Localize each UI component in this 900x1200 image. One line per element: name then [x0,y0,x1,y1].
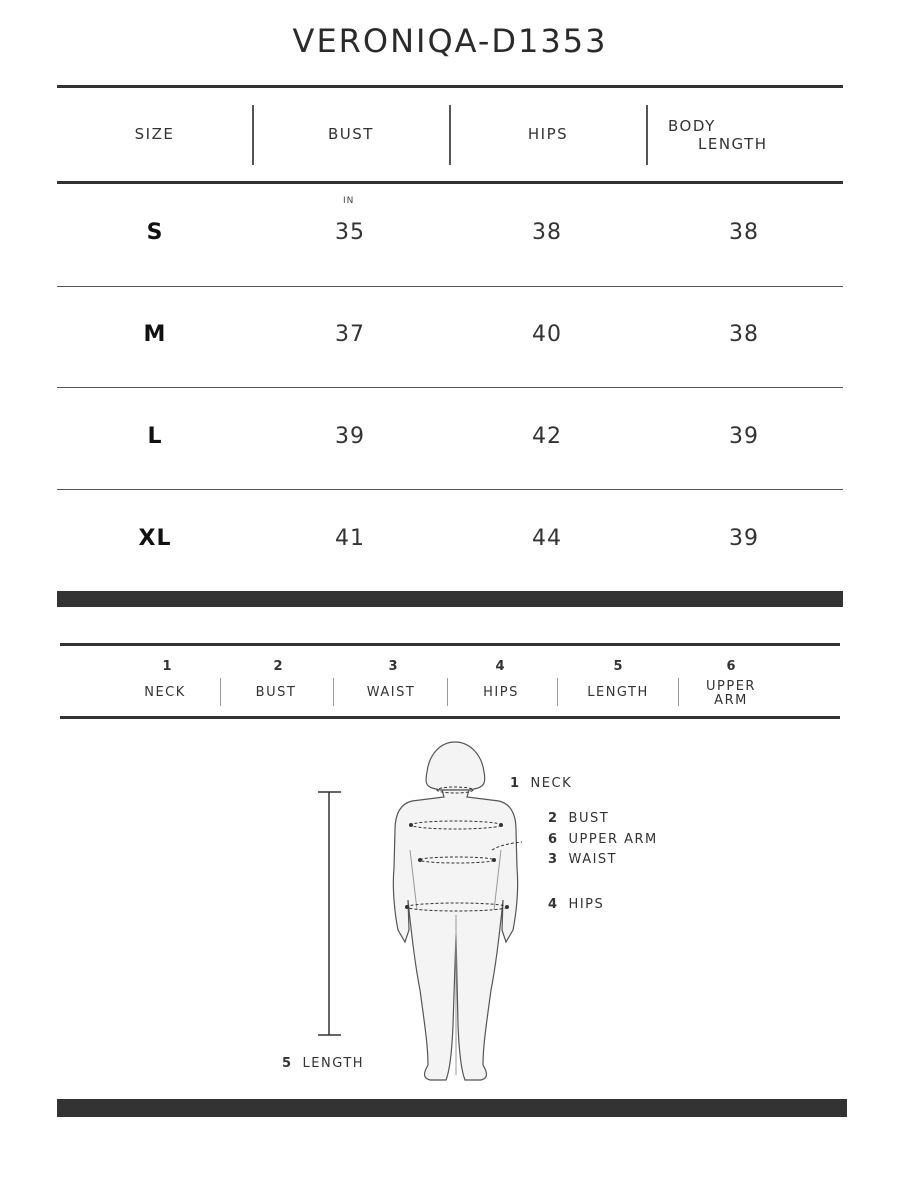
legend-label-waist: WAIST [366,685,416,700]
length-scale-bar [318,792,341,1035]
callout-number: 2 [548,811,559,826]
table-cell-bust: 41 [335,526,365,551]
header-body-length-line2: LENGTH [698,135,768,153]
legend-number: 4 [495,659,505,674]
callout-waist [548,852,617,867]
header-body-length-line1: BODY [668,117,716,135]
table-cell-length: 39 [729,526,759,551]
legend-number: 6 [726,659,736,674]
callout-number: 1 [510,776,521,791]
legend-number: 3 [388,659,398,674]
page-bottom-bar [57,1099,847,1117]
legend-number: 2 [273,659,283,674]
table-row-size: M [143,322,167,347]
table-row-size: L [147,424,163,449]
table-cell-length: 38 [729,322,759,347]
callout-neck [510,776,572,791]
table-row-size: XL [138,526,172,551]
callout-hips [548,897,604,912]
callout-upper-arm [548,832,658,847]
callout-label: BUST [568,811,610,826]
legend-number: 5 [613,659,623,674]
callout-number: 6 [548,832,559,847]
callout-label: WAIST [568,852,618,867]
legend-label-neck: NECK [144,685,186,700]
callout-label: LENGTH [302,1056,365,1071]
legend-label-bust: BUST [255,685,297,700]
unit-label: IN [343,196,355,206]
table-cell-bust: 37 [335,322,365,347]
callout-length [282,1056,364,1071]
header-hips: HIPS [527,125,569,143]
legend-number: 1 [162,659,172,674]
callout-number: 4 [548,897,559,912]
callout-label: UPPER ARM [568,832,658,847]
callout-number: 5 [282,1056,293,1071]
legend-label-hips: HIPS [483,685,519,700]
legend-label-upper-arm-line1: UPPER [706,679,756,694]
header-bust: BUST [328,125,374,143]
callout-label: HIPS [568,897,605,912]
table-cell-bust: 39 [335,424,365,449]
table-cell-hips: 40 [532,322,562,347]
table-cell-length: 38 [729,220,759,245]
table-cell-hips: 44 [532,526,562,551]
table-cell-hips: 42 [532,424,562,449]
table-cell-length: 39 [729,424,759,449]
chart-title: VERONIQA-D1353 [292,22,608,60]
table-row-size: S [146,220,164,245]
callout-number: 3 [548,852,559,867]
callout-bust [548,811,609,826]
table-cell-hips: 38 [532,220,562,245]
legend-label-length: LENGTH [587,685,649,700]
callout-label: NECK [530,776,573,791]
legend-label-upper-arm-line2: ARM [714,693,748,708]
header-size: SIZE [134,125,175,143]
table-cell-bust: 35 [335,220,365,245]
